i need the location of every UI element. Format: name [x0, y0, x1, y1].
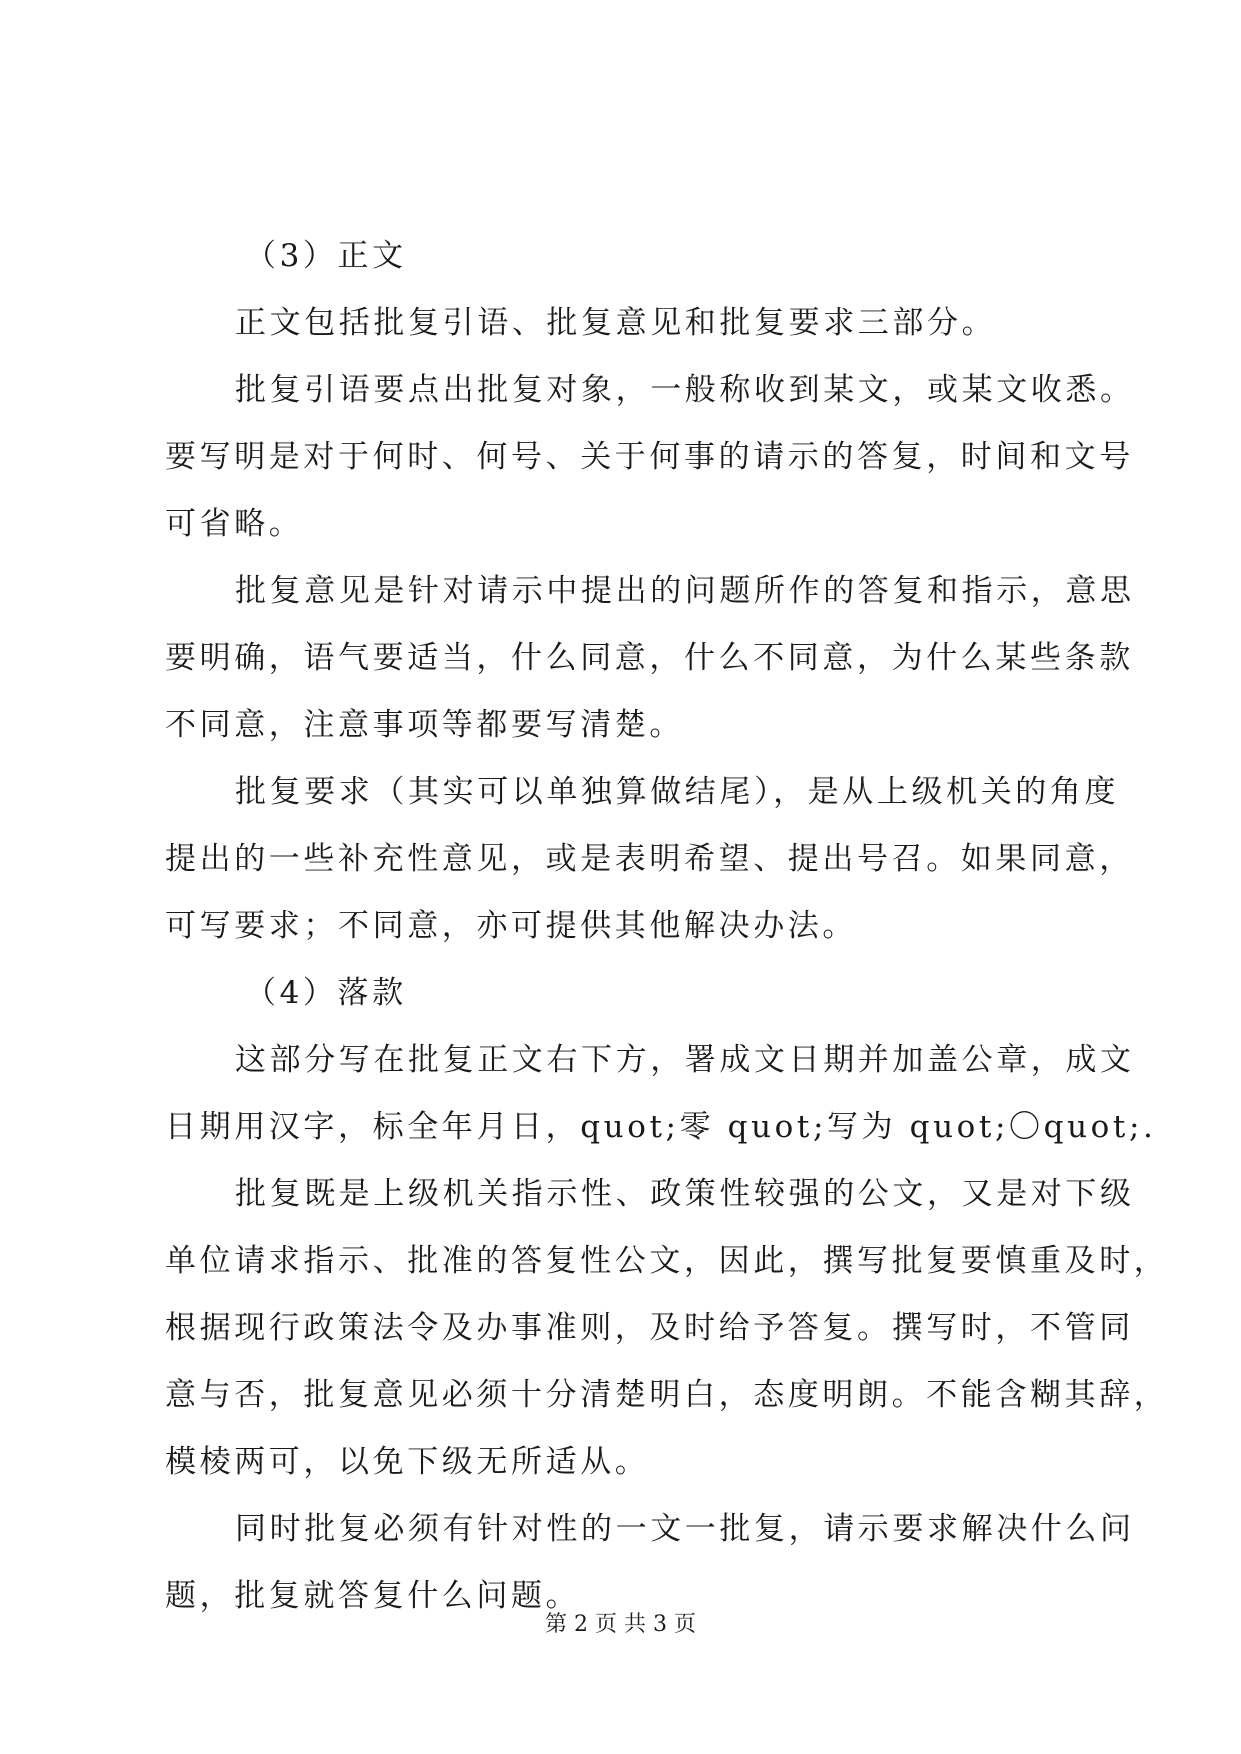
paragraph-line: 可写要求；不同意，亦可提供其他解决办法。: [165, 908, 857, 944]
paragraph-line: 要写明是对于何时、何号、关于何事的请示的答复，时间和文号: [165, 439, 1134, 475]
section-heading-body: （3）正文: [245, 238, 407, 274]
paragraph-line: 单位请求指示、批准的答复性公文，因此，撰写批复要慎重及时，: [165, 1243, 1169, 1279]
paragraph-line: 模棱两可，以免下级无所适从。: [165, 1444, 650, 1480]
paragraph-line: 不同意，注意事项等都要写清楚。: [165, 707, 684, 743]
paragraph-line: 同时批复必须有针对性的一文一批复，请示要求解决什么问: [235, 1511, 1135, 1547]
paragraph-line: 意与否，批复意见必须十分清楚明白，态度明朗。不能含糊其辞，: [165, 1377, 1169, 1413]
paragraph-line: 批复引语要点出批复对象，一般称收到某文，或某文收悉。: [235, 372, 1135, 408]
paragraph-line: 批复要求（其实可以单独算做结尾），是从上级机关的角度: [235, 774, 1120, 810]
paragraph-line: 日期用汉字，标全年月日，quot;零 quot;写为 quot;〇quot;.: [165, 1109, 1157, 1145]
section-heading-signature: （4）落款: [245, 975, 407, 1011]
page-number-footer: 第 2 页 共 3 页: [545, 1612, 696, 1637]
paragraph-line: 题，批复就答复什么问题。: [165, 1578, 581, 1614]
paragraph-line: 批复既是上级机关指示性、政策性较强的公文，又是对下级: [235, 1176, 1135, 1212]
paragraph-line: 批复意见是针对请示中提出的问题所作的答复和指示，意思: [235, 573, 1135, 609]
paragraph-line: 这部分写在批复正文右下方，署成文日期并加盖公章，成文: [235, 1042, 1135, 1078]
paragraph-line: 正文包括批复引语、批复意见和批复要求三部分。: [235, 305, 997, 341]
paragraph-line: 可省略。: [165, 506, 304, 542]
paragraph-line: 要明确，语气要适当，什么同意，什么不同意，为什么某些条款: [165, 640, 1134, 676]
paragraph-line: 提出的一些补充性意见，或是表明希望、提出号召。如果同意，: [165, 841, 1134, 877]
paragraph-line: 根据现行政策法令及办事准则，及时给予答复。撰写时，不管同: [165, 1310, 1134, 1346]
